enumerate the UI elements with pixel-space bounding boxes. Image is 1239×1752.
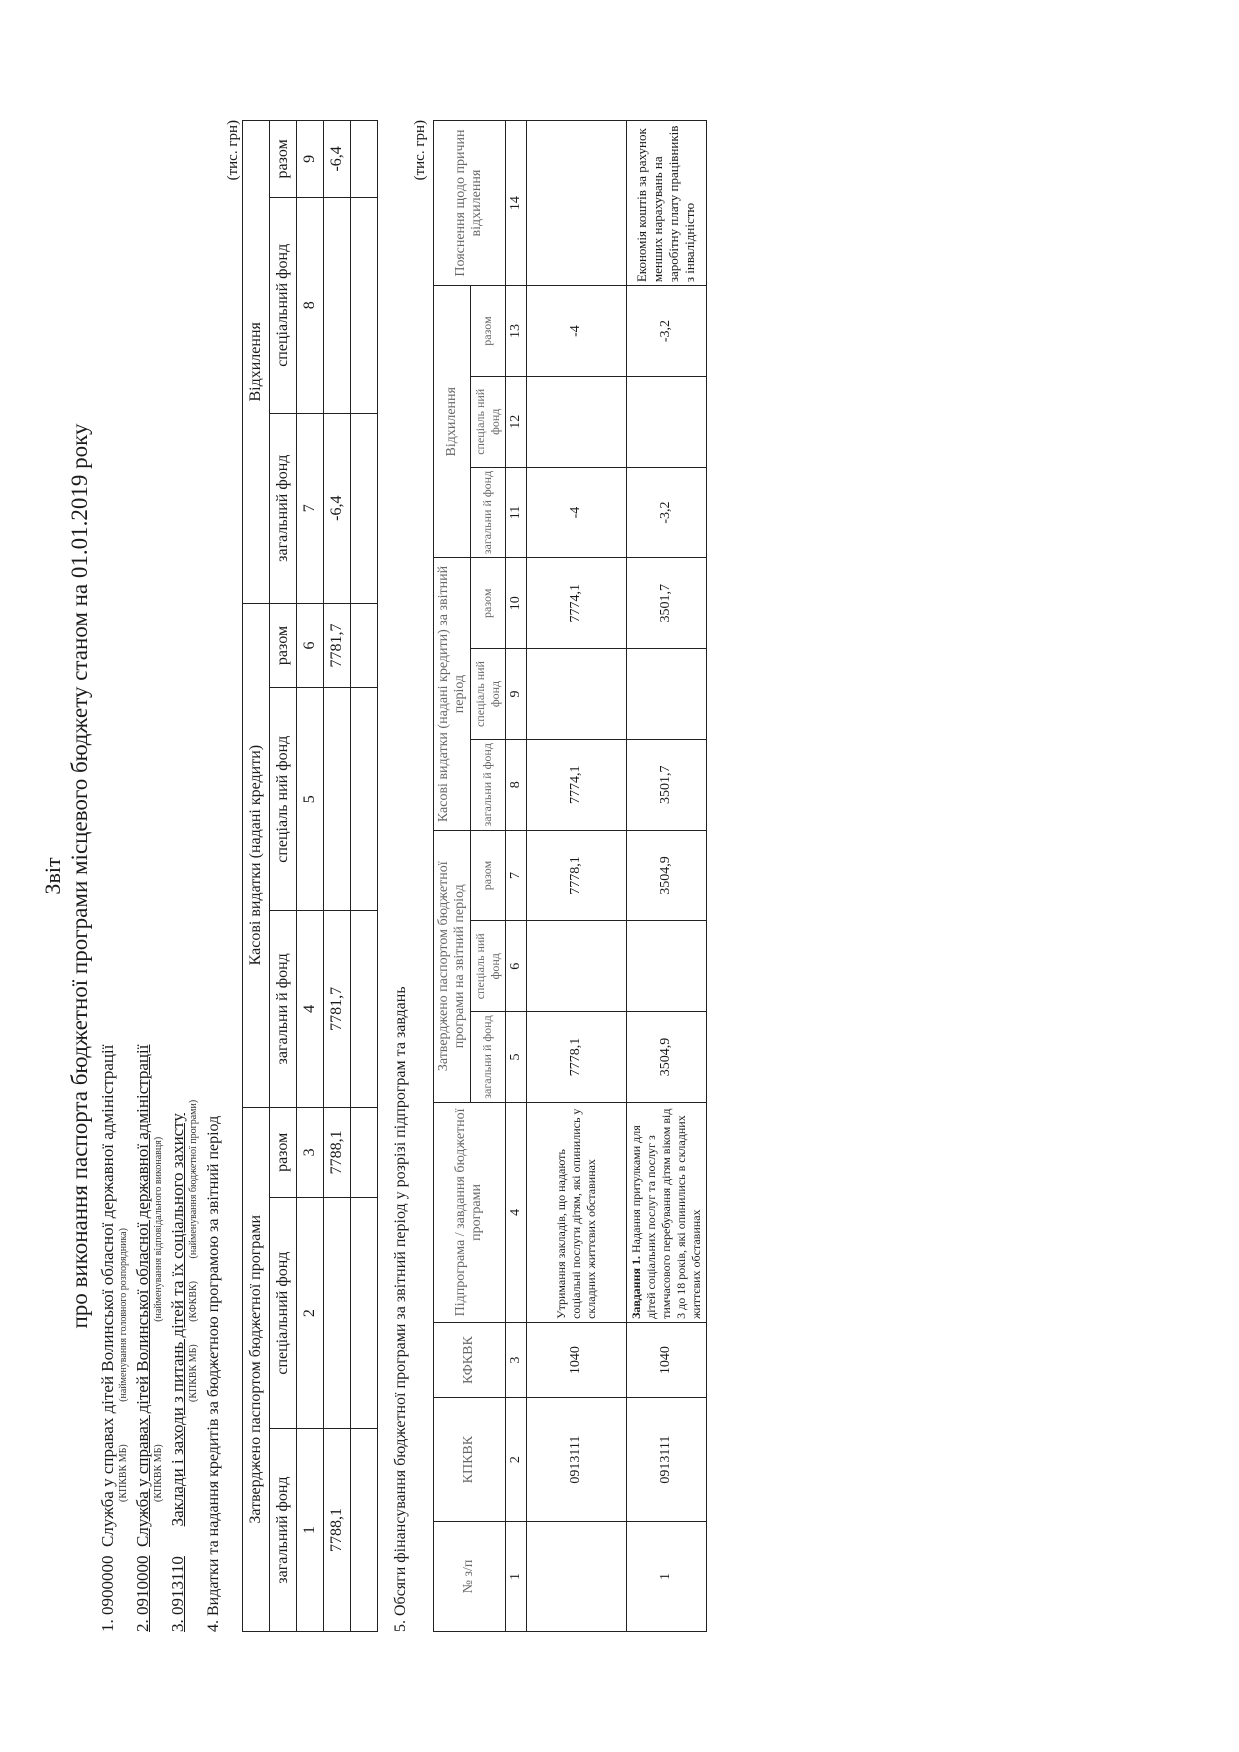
table-row: 1 0913111 1040 Завдання 1. Надання притулками для дітей соціальних послуг та послуг з тимчасового перебування дітям віком від 3 до 18 років, які опинились в складних життєвих обставинах 3504,9 3504,9 3501,7 3501,7 -3,2 -3,2 Економія коштів за рахунок менших нарахувань на заробітну плату працівників з інвалідністю (626, 121, 706, 1632)
line-2: 2. 0910000 Служба у справах дітей Волинської обласної державної адміністрації (КПКВК МБ) (найменування відповідального виконавця) (132, 1044, 164, 1632)
section-5-units: (тис. грн) (411, 120, 428, 181)
line-1: 1. 0900000 Служба у справах дітей Волинської обласної державної адміністрації (КПКВК МБ) (найменування головного розпорядника) (97, 1044, 129, 1632)
expenditure-table: Затверджено паспортом бюджетної програми Касові видатки (надані кредити) Відхилення загальний фонд спеціальний фонд разом загальни й фонд спеціаль ний фонд разом загальний фонд спеціальний фонд разом 1 2 3 4 5 6 7 8 9 7788,1 7788,1 7781,7 7781,7 -6,4 -6,4 (242, 120, 378, 1632)
report-subtitle: про виконання паспорта бюджетної програми місцевого бюджету станом на 01.01.2019 року (67, 423, 93, 1329)
subprogram-table: № з/п КПКВК КФКВК Підпрограма / завдання бюджетної програми Затверджено паспортом бюджетної програми на звітний період Касові видатки (надані кредити) за звітний період Відхилення Пояснення щодо причин відхилення загальни й фонд спеціаль ний фонд разом загальни й фонд спеціаль ний фонд разом загальни й фонд спеціаль ний фонд разом 1 2 3 4 5 6 7 8 9 10 11 12 13 14 0913111 1040 Утримання закладів, що надають соціальні послуги дітям, які опинились у складних життєвих обставинах 7778,1 7778,1 7774,1 7774,1 -4 -4 1 0913111 1040 Завдання 1. Надання притулками для дітей соціальних послуг та послуг з тимчасового перебування дітям віком від 3 до 18 років, які опинились в складних життєвих обставинах 3504,9 3504,9 3501,7 3501,7 -3,2 -3,2 Економія коштів за рахунок менших нарахувань на заробітну плату працівників з інвалідністю (433, 120, 707, 1632)
report-title: Звіт про виконання паспорта бюджетної програми місцевого бюджету станом на 01.01.2019 року (40, 120, 94, 1632)
section-4-units: (тис. грн) (224, 120, 241, 181)
line-3: 3. 0913110 Заклади і заходи з питань дітей та їх соціального захисту (КПКВК МБ) (КФКВК) (найменування бюджетної програми) (167, 1099, 199, 1632)
table-row: 0913111 1040 Утримання закладів, що надають соціальні послуги дітям, які опинились у складних життєвих обставинах 7778,1 7778,1 7774,1 7774,1 -4 -4 (526, 121, 626, 1632)
section-4-heading: 4. Видатки та надання кредитів за бюджетною програмою за звітний період (204, 1115, 222, 1632)
table-row: 7788,1 7788,1 7781,7 7781,7 -6,4 -6,4 (323, 121, 350, 1632)
section-5-heading: 5. Обсяги фінансування бюджетної програми за звітний період у розрізі підпрограм та завдань (391, 986, 409, 1632)
